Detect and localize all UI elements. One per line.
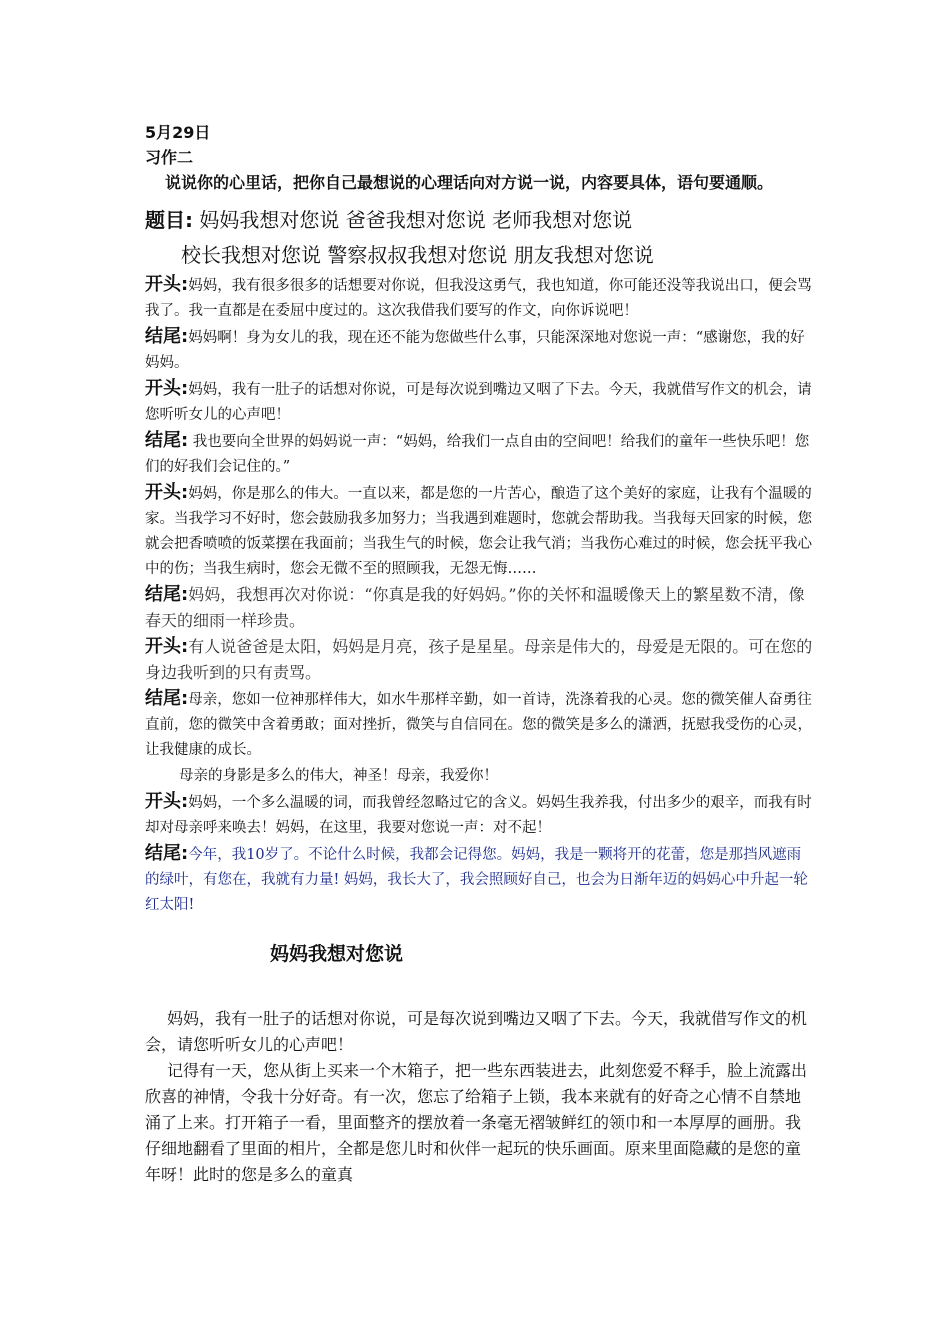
- sample-text: 妈妈，一个多么温暖的词，而我曾经忽略过它的含义。妈妈生我养我，付出多少的艰辛，而我有时却对母亲呼来唤去！妈妈，在这里，我要对您说一声：对不起！: [145, 795, 812, 836]
- sample-text: 妈妈啊！身为女儿的我，现在还不能为您做些什么事，只能深深地对您说一声：“感谢您，我的好妈妈。: [145, 330, 805, 371]
- sample-text: 有人说爸爸是太阳，妈妈是月亮，孩子是星星。母亲是伟大的，母爱是无限的。可在您的身边我听到的只有责骂。: [145, 637, 813, 682]
- essay-title: 妈妈我想对您说: [270, 943, 404, 965]
- topics-line-1: [145, 202, 815, 238]
- sample-paragraph: [145, 582, 815, 634]
- sample-label: 结尾:: [145, 843, 189, 864]
- sample-list: [145, 272, 815, 763]
- sample-paragraph: [145, 428, 815, 480]
- sample-label: 结尾:: [145, 688, 189, 709]
- sample-label: 开头:: [145, 791, 189, 812]
- sample-text: 妈妈，我有一肚子的话想对你说，可是每次说到嘴边又咽了下去。今天，我就借写作文的机会，请您听听女儿的心声吧！: [145, 382, 812, 423]
- sample-label: 开头:: [145, 482, 189, 503]
- sample-paragraph: [145, 480, 815, 582]
- sample-extra-line: 母亲的身影是多么的伟大，神圣！母亲，我爱你！: [179, 768, 498, 784]
- essay-gap: [145, 968, 815, 1006]
- topics-line-2: 校长我想对您说 警察叔叔我想对您说 朋友我想对您说: [181, 243, 654, 267]
- essay-paragraph: 记得有一天，您从街上买来一个木箱子，把一些东西装进去，此刻您爱不释手，脸上流露出欣喜的神情，令我十分好奇。有一次，您忘了给箱子上锁，我本来就有的好奇之心情不自禁地涌了上来。打开箱子一看，里面整齐的摆放着一条毫无褶皱鲜红的领巾和一本厚厚的画册。我仔细地翻看了里面的相片，全都是您儿时和伙伴一起玩的快乐画面。原来里面隐藏的是您的童年呀！此时的您是多么的童真: [145, 1061, 808, 1184]
- date: 5月29日: [145, 123, 211, 142]
- sample-text: 母亲，您如一位神那样伟大，如水牛那样辛勤，如一首诗，洗涤着我的心灵。您的微笑催人奋勇往直前，您的微笑中含着勇敢；面对挫折，微笑与自信同在。您的微笑是多么的潇洒，抚慰我受伤的心灵，让我健康的成长。: [145, 692, 812, 758]
- topics-text-1: 妈妈我想对您说 爸爸我想对您说 老师我想对您说: [193, 208, 633, 232]
- document-page: [145, 120, 815, 1188]
- sample-label: 开头:: [145, 636, 189, 657]
- sample-text: 妈妈，你是那么的伟大。一直以来，都是您的一片苦心，酿造了这个美好的家庭，让我有个温暖的家。当我学习不好时，您会鼓励我多加努力；当我遇到难题时，您就会帮助我。当我每天回家的时候，您就会把香喷喷的饭菜摆在我面前；当我生气的时候，您会让我气消；当我伤心难过的时候，您会抚平我心中的伤；当我生病时，您会无微不至的照顾我，无怨无悔……: [145, 486, 812, 577]
- sample-paragraph: [145, 841, 815, 918]
- sample-text: 今年，我10岁了。不论什么时候，我都会记得您。妈妈，我是一颗将开的花蕾，您是那挡风遮雨的绿叶，有您在，我就有力量! 妈妈，我长大了，我会照顾好自己，也会为日渐年迈的妈妈心中升起一轮红太阳!: [145, 847, 808, 913]
- sample-label: 开头:: [145, 378, 189, 399]
- sample-text: 妈妈，我想再次对你说：“你真是我的好妈妈。”你的关怀和温暖像天上的繁星数不清，像春天的细雨一样珍贵。: [145, 585, 805, 630]
- sample-paragraph: [145, 686, 815, 763]
- sample-label: 开头:: [145, 274, 189, 295]
- essay-body: [145, 1006, 815, 1188]
- sample-label: 结尾:: [145, 430, 189, 451]
- sample-paragraph: [145, 272, 815, 324]
- essay-paragraph: 妈妈，我有一肚子的话想对你说，可是每次说到嘴边又咽了下去。今天，我就借写作文的机会，请您听听女儿的心声吧！: [145, 1009, 808, 1054]
- sample-label: 结尾:: [145, 326, 189, 347]
- exercise-title: 习作二: [145, 148, 194, 167]
- sample-text: 妈妈，我有很多很多的话想要对你说，但我没这勇气，我也知道，你可能还没等我说出口，便会骂我了。我一直都是在委屈中度过的。这次我借我们要写的作文，向你诉说吧！: [145, 278, 812, 319]
- sample-paragraph: [145, 634, 815, 686]
- sample-text: 我也要向全世界的妈妈说一声：“妈妈，给我们一点自由的空间吧！给我们的童年一些快乐吧！您们的好我们会记住的。”: [145, 434, 810, 475]
- sample-paragraph: [145, 376, 815, 428]
- instruction: 说说你的心里话，把你自己最想说的心理话向对方说一说，内容要具体，语句要通顺。: [165, 173, 774, 192]
- sample-list-2: [145, 789, 815, 918]
- sample-paragraph: [145, 324, 815, 376]
- sample-paragraph: [145, 789, 815, 841]
- topics-label: 题目:: [145, 208, 193, 232]
- sample-label: 结尾:: [145, 584, 189, 605]
